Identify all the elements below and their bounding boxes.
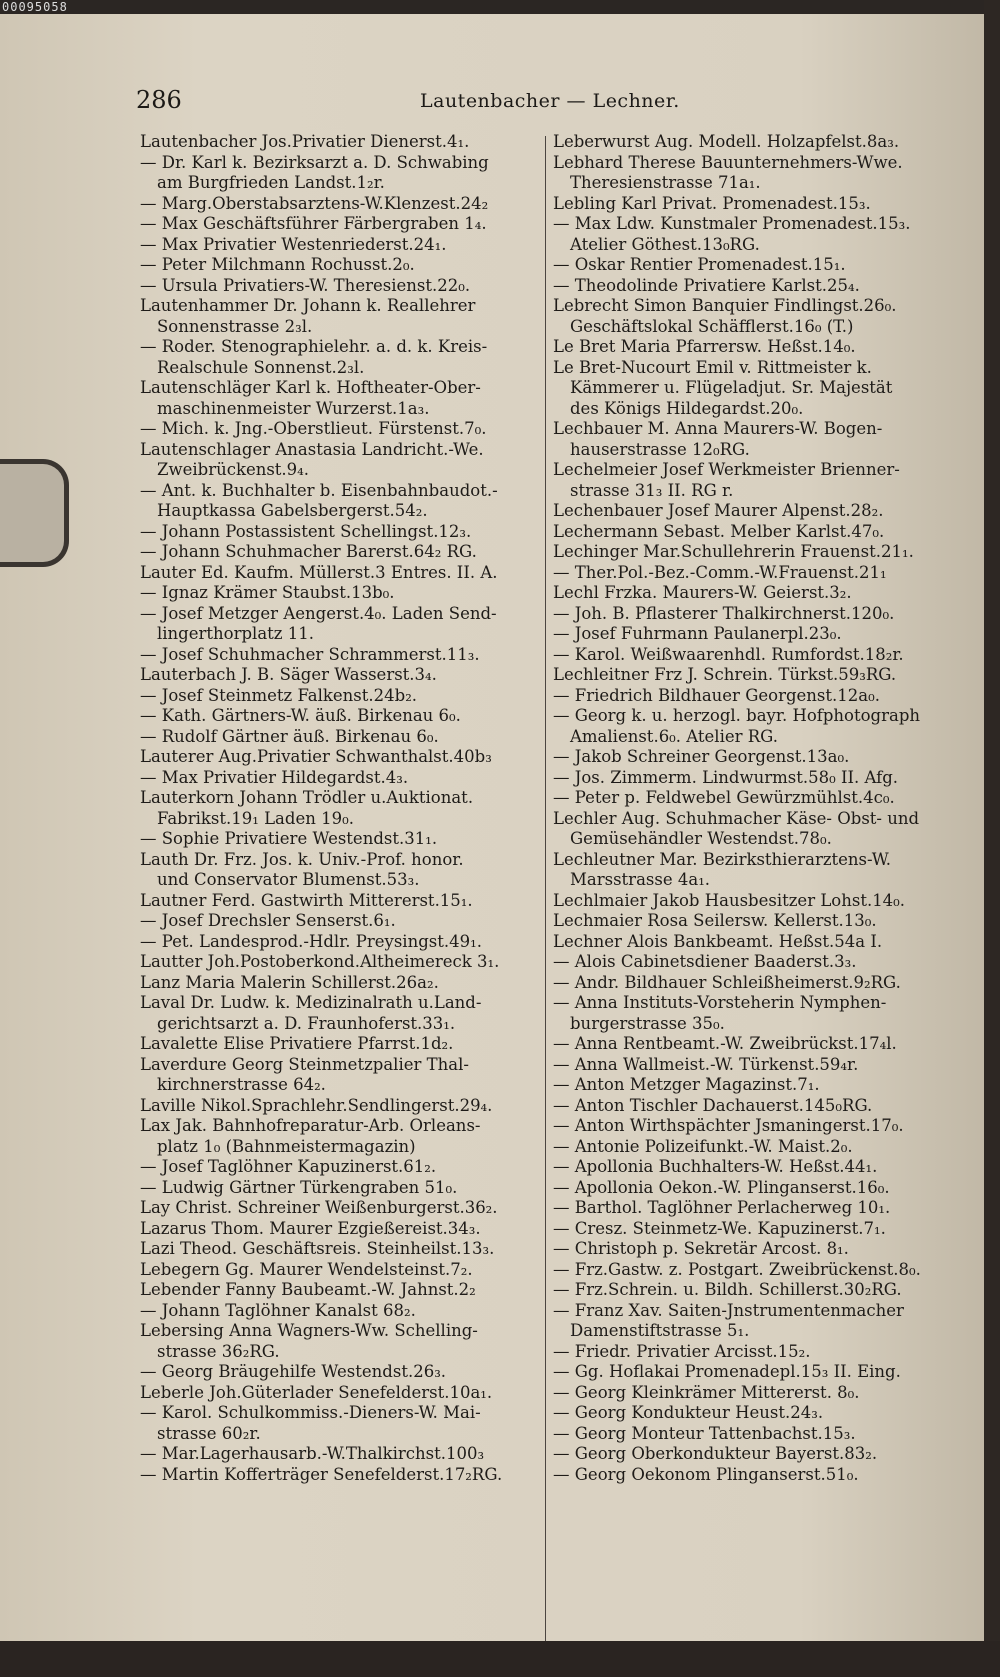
- directory-entry-line: Leberle Joh.Güterlader Senefelderst.10a₁.: [140, 1382, 493, 1402]
- directory-entry-line: Lechinger Mar.Schullehrerin Frauenst.21₁.: [553, 542, 914, 561]
- right-column: [553, 132, 963, 1485]
- directory-entry-line: — Joh. B. Pflasterer Thalkirchnerst.120₀.: [553, 603, 895, 623]
- directory-entry-line: Kämmerer u. Flügeladjut. Sr. Majestät: [570, 378, 893, 397]
- directory-entry-line: — Antonie Polizeifunkt.-W. Maist.2₀.: [553, 1136, 853, 1156]
- directory-entry-line: lingerthorplatz 11.: [157, 624, 314, 643]
- directory-entry-line: Lechermann Sebast. Melber Karlst.47₀.: [553, 521, 885, 541]
- directory-entry-line: — Frz.Schrein. u. Bildh. Schillerst.30₂RG.: [553, 1280, 902, 1299]
- directory-entry-line: Lebersing Anna Wagners-Ww. Schelling-: [140, 1321, 478, 1340]
- directory-entry-line: strasse 36₂RG.: [157, 1341, 280, 1361]
- directory-entry-line: — Frz.Gastw. z. Postgart. Zweibrückenst.8₀.: [553, 1259, 921, 1279]
- directory-entry-line: gerichtsarzt a. D. Fraunhoferst.33₁.: [157, 1013, 456, 1033]
- directory-entry-line: — Karol. Weißwaarenhdl. Rumfordst.18₂r.: [553, 644, 904, 664]
- directory-entry-line: — Josef Fuhrmann Paulanerpl.23₀.: [553, 624, 842, 643]
- directory-entry-line: am Burgfrieden Landst.1₂r.: [157, 173, 385, 192]
- directory-entry-line: — Oskar Rentier Promenadest.15₁.: [553, 255, 846, 274]
- directory-entry-line: Laville Nikol.Sprachlehr.Sendlingerst.29₄.: [140, 1095, 493, 1115]
- running-head: Lautenbacher — Lechner.: [420, 90, 680, 112]
- directory-entry-line: Sonnenstrasse 2₃l.: [157, 316, 313, 336]
- directory-entry-line: Marsstrasse 4a₁.: [570, 870, 711, 889]
- directory-entry-line: — Max Privatier Westenriederst.24₁.: [140, 234, 447, 254]
- directory-entry-line: — Max Ldw. Kunstmaler Promenadest.15₃.: [553, 214, 911, 233]
- directory-entry-line: Lebrecht Simon Banquier Findlingst.26₀.: [553, 296, 897, 315]
- directory-entry-line: — Friedr. Privatier Arcisst.15₂.: [553, 1341, 811, 1361]
- directory-entry-line: Lanz Maria Malerin Schillerst.26a₂.: [140, 972, 439, 992]
- directory-entry-line: — Kath. Gärtners-W. äuß. Birkenau 6₀.: [140, 706, 461, 725]
- directory-entry-line: — Marg.Oberstabsarztens-W.Klenzest.24₂: [140, 193, 489, 213]
- directory-entry-line: — Mich. k. Jng.-Oberstlieut. Fürstenst.7₀.: [140, 419, 487, 438]
- directory-entry-line: — Georg Kondukteur Heust.24₃.: [553, 1403, 824, 1422]
- directory-entry-line: — Ludwig Gärtner Türkengraben 51₀.: [140, 1177, 458, 1197]
- directory-entry-line: Lechelmeier Josef Werkmeister Brienner-: [553, 460, 900, 479]
- directory-entry-line: — Ther.Pol.-Bez.-Comm.-W.Frauenst.21₁: [553, 562, 887, 582]
- directory-entry-line: — Anna Wallmeist.-W. Türkenst.59₄r.: [553, 1054, 859, 1074]
- directory-entry-line: — Alois Cabinetsdiener Baaderst.3₃.: [553, 952, 857, 971]
- directory-entry-line: des Königs Hildegardst.20₀.: [570, 398, 804, 418]
- directory-entry-line: — Peter Milchmann Rochusst.2₀.: [140, 255, 415, 274]
- directory-entry-line: — Johann Taglöhner Kanalst 68₂.: [140, 1300, 416, 1320]
- directory-entry-line: — Josef Drechsler Senserst.6₁.: [140, 911, 396, 930]
- directory-entry-line: Lechmaier Rosa Seilersw. Kellerst.13₀.: [553, 911, 877, 930]
- page-header: [0, 86, 1000, 118]
- directory-entry-line: — Barthol. Taglöhner Perlacherweg 10₁.: [553, 1198, 891, 1217]
- directory-entry-line: Lebhard Therese Bauunternehmers-Wwe.: [553, 152, 903, 172]
- directory-entry-line: — Max Geschäftsführer Färbergraben 1₄.: [140, 214, 487, 233]
- directory-entry-line: — Friedrich Bildhauer Georgenst.12a₀.: [553, 685, 880, 705]
- directory-entry-line: Leberwurst Aug. Modell. Holzapfelst.8a₃.: [553, 132, 900, 151]
- directory-entry-line: — Theodolinde Privatiere Karlst.25₄.: [553, 275, 860, 295]
- directory-entry-line: Lauterbach J. B. Säger Wasserst.3₄.: [140, 665, 437, 684]
- directory-entry-line: — Josef Metzger Aengerst.4₀. Laden Send-: [140, 603, 497, 623]
- directory-entry-line: platz 1₀ (Bahnmeistermagazin): [157, 1136, 416, 1156]
- directory-entry-line: — Ant. k. Buchhalter b. Eisenbahnbaudot.-: [140, 480, 498, 500]
- directory-entry-line: — Dr. Karl k. Bezirksarzt a. D. Schwabing: [140, 152, 489, 172]
- directory-entry-line: Lechleutner Mar. Bezirksthierarztens-W.: [553, 849, 892, 869]
- directory-entry-line: Atelier Göthest.13₀RG.: [570, 234, 760, 254]
- directory-entry-line: Geschäftslokal Schäfflerst.16₀ (T.): [570, 316, 854, 336]
- directory-entry-line: Lautenschlager Anastasia Landricht.-We.: [140, 439, 484, 459]
- directory-entry-line: Lazarus Thom. Maurer Ezgießereist.34₃.: [140, 1218, 481, 1238]
- directory-entry-line: — Anton Metzger Magazinst.7₁.: [553, 1075, 820, 1094]
- directory-entry-line: Lax Jak. Bahnhofreparatur-Arb. Orleans-: [140, 1116, 481, 1135]
- directory-entry-line: Lauterer Aug.Privatier Schwanthalst.40b₃: [140, 747, 492, 766]
- directory-entry-line: — Georg Monteur Tattenbachst.15₃.: [553, 1423, 856, 1443]
- directory-entry-line: und Conservator Blumenst.53₃.: [157, 870, 420, 889]
- directory-entry-line: — Cresz. Steinmetz-We. Kapuzinerst.7₁.: [553, 1218, 886, 1238]
- directory-entry-line: — Gg. Hoflakai Promenadepl.15₃ II. Eing.: [553, 1362, 901, 1381]
- directory-entry-line: hauserstrasse 12₀RG.: [570, 439, 750, 459]
- directory-entry-line: Lautenbacher Jos.Privatier Dienerst.4₁.: [140, 132, 470, 151]
- directory-entry-line: — Andr. Bildhauer Schleißheimerst.9₂RG.: [553, 972, 901, 992]
- directory-entry-line: Lechner Alois Bankbeamt. Heßst.54a I.: [553, 931, 883, 951]
- directory-entry-line: Laval Dr. Ludw. k. Medizinalrath u.Land-: [140, 993, 482, 1012]
- directory-entry-line: Lechleitner Frz J. Schrein. Türkst.59₃RG.: [553, 665, 897, 684]
- directory-entry-line: — Peter p. Feldwebel Gewürzmühlst.4c₀.: [553, 788, 895, 807]
- directory-entry-line: — Georg Bräugehilfe Westendst.26₃.: [140, 1362, 447, 1381]
- directory-entry-line: — Johann Postassistent Schellingst.12₃.: [140, 521, 472, 541]
- directory-entry-line: Lechbauer M. Anna Maurers-W. Bogen-: [553, 419, 883, 438]
- directory-entry-line: — Georg Oekonom Plinganserst.51₀.: [553, 1464, 859, 1484]
- directory-entry-line: Lavalette Elise Privatiere Pfarrst.1d₂.: [140, 1034, 454, 1053]
- directory-entry-line: — Josef Schuhmacher Schrammerst.11₃.: [140, 644, 480, 664]
- directory-entry-line: — Max Privatier Hildegardst.4₃.: [140, 767, 409, 787]
- directory-entry-line: — Georg k. u. herzogl. bayr. Hofphotograph: [553, 706, 921, 725]
- directory-entry-line: Lechlmaier Jakob Hausbesitzer Lohst.14₀.: [553, 890, 906, 910]
- directory-entry-line: Fabrikst.19₁ Laden 19₀.: [157, 808, 354, 828]
- directory-entry-line: — Anna Instituts-Vorsteherin Nymphen-: [553, 993, 887, 1012]
- book-edge: [984, 0, 1000, 1677]
- directory-entry-line: — Anton Wirthspächter Jsmaningerst.17₀.: [553, 1116, 904, 1135]
- page-number: 286: [136, 86, 182, 114]
- scan-code: 00095058: [2, 0, 68, 14]
- directory-entry-line: — Anna Rentbeamt.-W. Zweibrückst.17₄l.: [553, 1034, 897, 1053]
- directory-entry-line: Le Bret-Nucourt Emil v. Rittmeister k.: [553, 357, 872, 377]
- directory-entry-line: maschinenmeister Wurzerst.1a₃.: [157, 398, 430, 418]
- directory-entry-line: Lautenschläger Karl k. Hoftheater-Ober-: [140, 378, 481, 397]
- directory-entry-line: Lauterkorn Johann Trödler u.Auktionat.: [140, 788, 474, 807]
- directory-entry-line: Lauter Ed. Kaufm. Müllerst.3 Entres. II. A.: [140, 562, 498, 582]
- directory-entry-line: — Josef Taglöhner Kapuzinerst.61₂.: [140, 1157, 437, 1176]
- directory-entry-line: — Anton Tischler Dachauerst.145₀RG.: [553, 1095, 873, 1115]
- directory-entry-line: — Josef Steinmetz Falkenst.24b₂.: [140, 685, 418, 705]
- directory-entry-line: — Franz Xav. Saiten-Jnstrumentenmacher: [553, 1300, 904, 1320]
- bottom-film-edge: [0, 1641, 1000, 1677]
- directory-entry-line: — Rudolf Gärtner äuß. Birkenau 6₀.: [140, 726, 439, 746]
- directory-entry-line: — Karol. Schulkommiss.-Dieners-W. Mai-: [140, 1403, 481, 1422]
- bookmark-tab: [0, 459, 69, 567]
- directory-entry-line: Laverdure Georg Steinmetzpalier Thal-: [140, 1054, 469, 1074]
- left-column: [140, 132, 560, 1485]
- directory-entry-line: — Apollonia Oekon.-W. Plinganserst.16₀.: [553, 1177, 890, 1197]
- directory-entry-line: — Georg Oberkondukteur Bayerst.83₂.: [553, 1444, 878, 1463]
- directory-entry-line: Le Bret Maria Pfarrersw. Heßst.14₀.: [553, 337, 856, 356]
- directory-entry-line: — Georg Kleinkrämer Mittererst. 8₀.: [553, 1382, 860, 1402]
- directory-entry-line: Gemüsehändler Westendst.78₀.: [570, 829, 832, 848]
- directory-entry-line: Lauth Dr. Frz. Jos. k. Univ.-Prof. honor.: [140, 849, 464, 869]
- directory-entry-line: Lebegern Gg. Maurer Wendelsteinst.7₂.: [140, 1259, 473, 1279]
- directory-entry-line: burgerstrasse 35₀.: [570, 1013, 725, 1033]
- directory-entry-line: Lautenhammer Dr. Johann k. Reallehrer: [140, 296, 476, 315]
- directory-entry-line: Amalienst.6₀. Atelier RG.: [570, 726, 779, 746]
- directory-entry-line: kirchnerstrasse 64₂.: [157, 1075, 326, 1094]
- directory-entry-line: Zweibrückenst.9₄.: [157, 460, 310, 479]
- directory-entry-line: — Johann Schuhmacher Barerst.64₂ RG.: [140, 542, 477, 561]
- directory-entry-line: Lechl Frzka. Maurers-W. Geierst.3₂.: [553, 583, 852, 602]
- directory-entry-line: Lazi Theod. Geschäftsreis. Steinheilst.13₃.: [140, 1239, 495, 1258]
- directory-entry-line: Damenstiftstrasse 5₁.: [570, 1321, 750, 1340]
- directory-entry-line: Lautner Ferd. Gastwirth Mittererst.15₁.: [140, 890, 473, 910]
- directory-entry-line: Lautter Joh.Postoberkond.Altheimereck 3₁.: [140, 952, 500, 971]
- directory-entry-line: Hauptkassa Gabelsbergerst.54₂.: [157, 501, 428, 520]
- directory-entry-line: — Ursula Privatiers-W. Theresienst.22₀.: [140, 275, 471, 295]
- directory-entry-line: — Sophie Privatiere Westendst.31₁.: [140, 829, 438, 848]
- directory-entry-line: Theresienstrasse 71a₁.: [570, 173, 761, 192]
- directory-entry-line: — Roder. Stenographielehr. a. d. k. Kreis-: [140, 337, 488, 356]
- directory-entry-line: — Christoph p. Sekretär Arcost. 8₁.: [553, 1239, 849, 1258]
- directory-entry-line: — Jakob Schreiner Georgenst.13a₀.: [553, 747, 850, 766]
- directory-entry-line: Lechenbauer Josef Maurer Alpenst.28₂.: [553, 501, 884, 520]
- directory-entry-line: strasse 60₂r.: [157, 1423, 261, 1443]
- directory-entry-line: Realschule Sonnenst.2₃l.: [157, 357, 365, 377]
- directory-entry-line: strasse 31₃ II. RG r.: [570, 480, 734, 500]
- directory-entry-line: — Apollonia Buchhalters-W. Heßst.44₁.: [553, 1157, 878, 1176]
- directory-entry-line: Lay Christ. Schreiner Weißenburgerst.36₂.: [140, 1198, 498, 1217]
- directory-entry-line: — Jos. Zimmerm. Lindwurmst.58₀ II. Afg.: [553, 767, 899, 787]
- directory-entry-line: Lebender Fanny Baubeamt.-W. Jahnst.2₂: [140, 1280, 476, 1299]
- directory-entry-line: — Martin Kofferträger Senefelderst.17₂RG.: [140, 1464, 503, 1484]
- directory-entry-line: — Ignaz Krämer Staubst.13b₀.: [140, 583, 395, 602]
- directory-entry-line: — Mar.Lagerhausarb.-W.Thalkirchst.100₃: [140, 1444, 485, 1463]
- directory-entry-line: Lebling Karl Privat. Promenadest.15₃.: [553, 193, 871, 213]
- directory-entry-line: Lechler Aug. Schuhmacher Käse- Obst- und: [553, 808, 920, 828]
- top-film-edge: [0, 0, 1000, 14]
- directory-entry-line: — Pet. Landesprod.-Hdlr. Preysingst.49₁.: [140, 931, 482, 951]
